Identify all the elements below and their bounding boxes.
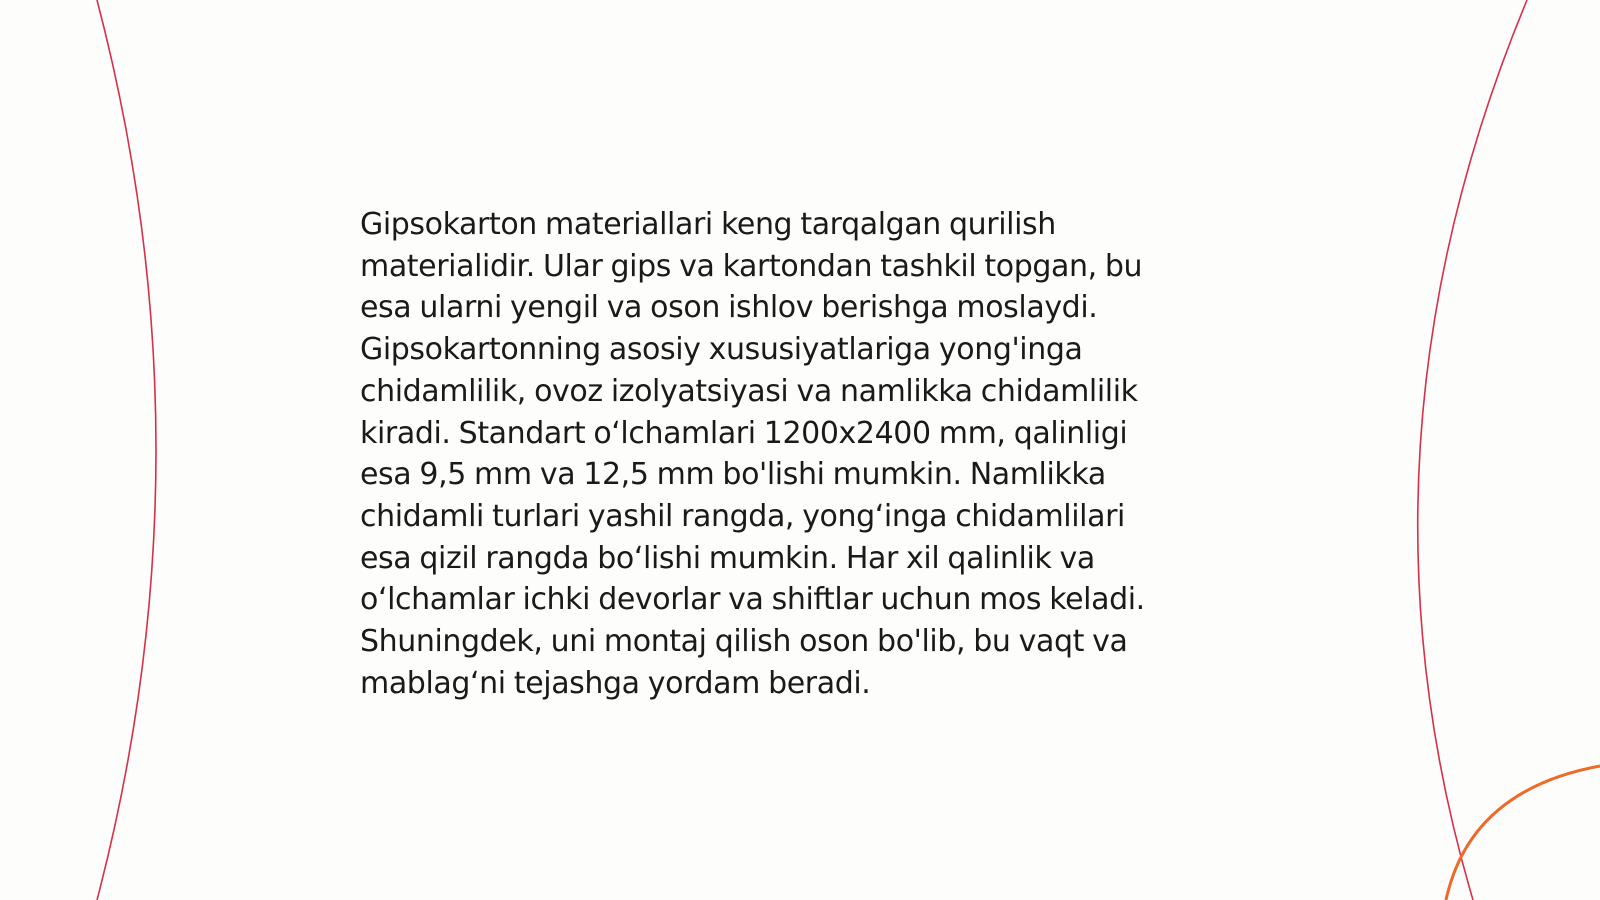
paragraph-line: chidamli turlari yashil rangda, yong‘inga chidamlilari xyxy=(360,498,1125,534)
left-curve xyxy=(97,0,156,900)
corner-arc xyxy=(1446,766,1600,900)
paragraph-line: Gipsokartonning asosiy xususiyatlariga yong'inga xyxy=(360,332,1083,368)
paragraph-line: mablag‘ni tejashga yordam beradi. xyxy=(360,665,871,701)
paragraph-line: esa 9,5 mm va 12,5 mm bo'lishi mumkin. Namlikka xyxy=(360,457,1106,493)
paragraph-line: materialidir. Ular gips va kartondan tashkil topgan, bu xyxy=(360,248,1143,284)
paragraph-line: chidamlilik, ovoz izolyatsiyasi va namlikka chidamlilik xyxy=(360,373,1138,409)
body-paragraph xyxy=(360,204,1240,704)
paragraph-line: o‘lchamlar ichki devorlar va shiftlar uchun mos keladi. xyxy=(360,582,1145,618)
paragraph-line: Gipsokarton materiallari keng tarqalgan qurilish xyxy=(360,207,1056,242)
paragraph-line: esa qizil rangda bo‘lishi mumkin. Har xil qalinlik va xyxy=(360,540,1095,576)
paragraph-line: esa ularni yengil va oson ishlov berishga moslaydi. xyxy=(360,290,1098,326)
paragraph-line: Shuningdek, uni montaj qilish oson bo'lib, bu vaqt va xyxy=(360,624,1128,660)
right-curve xyxy=(1418,0,1527,900)
paragraph-line: kiradi. Standart o‘lchamlari 1200x2400 mm, qalinligi xyxy=(360,415,1128,451)
